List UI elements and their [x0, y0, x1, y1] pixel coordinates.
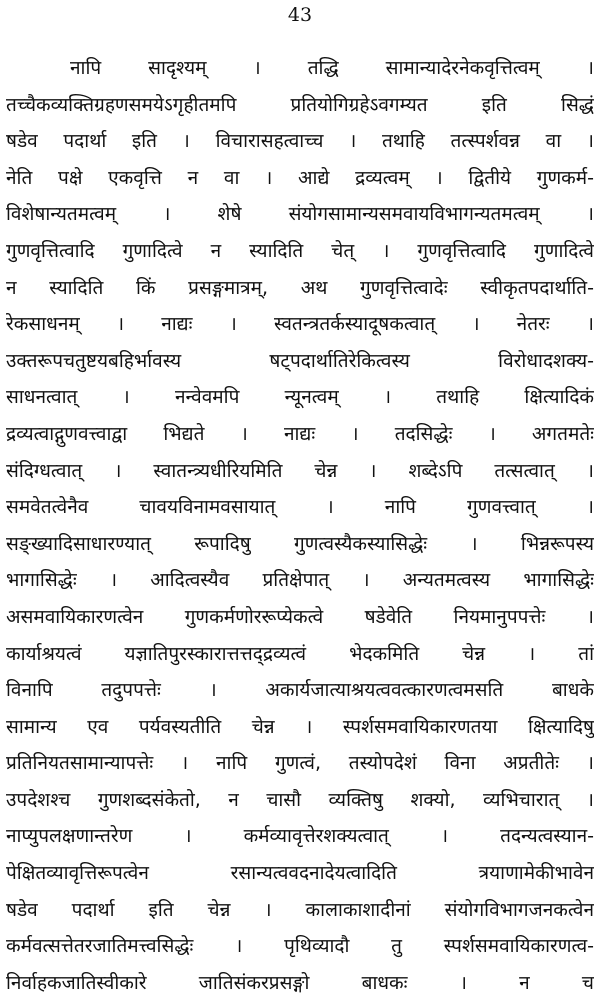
- text-line: पेक्षितव्यावृत्तिरूपत्वेन रसान्यत्ववदनादेयत्वादिति त्रयाणामेकीभावेन: [6, 862, 594, 885]
- text-line: तच्चैकव्यक्तिग्रहणसमयेऽगृहीतमपि प्रतियोगिग्रहेऽवगम्यत इति सिद्धं: [6, 93, 594, 116]
- text-line: समवेतत्वेनैव चावयविनामवसायात् । नापि गुणवत्त्वात् ।: [6, 496, 594, 519]
- text-line: सामान्य एव पर्यवस्यतीति चेन्न । स्पर्शसमवायिकारणतया क्षित्यादिषु: [6, 715, 594, 738]
- text-line: भागासिद्धेः । आदित्वस्यैव प्रतिक्षेपात् । अन्यतमत्वस्य भागासिद्धेः: [6, 569, 594, 592]
- text-line: विशेषान्यतमत्वम् । शेषे संयोगसामान्यसमवायविभागन्यतमत्वम् ।: [6, 203, 594, 226]
- text-line: विनापि तदुपपत्तेः । अकार्यजात्याश्रयत्ववत्कारणत्वमसति बाधके: [6, 679, 594, 702]
- text-line: नाप्युपलक्षणान्तरेण । कर्मव्यावृत्तेरशक्यत्वात् । तदन्यत्वस्यान-: [6, 825, 594, 848]
- page-number: 43: [287, 4, 313, 26]
- text-line: प्रतिनियतसामान्यापत्तेः । नापि गुणत्वं, तस्योपदेशं विना अप्रतीतेः ।: [6, 752, 594, 775]
- text-line: द्रव्यत्वाद्गुणवत्त्वाद्वा भिद्यते । नाद्यः । तदसिद्धेः । अगतमतेः: [6, 422, 594, 445]
- text-line: असमवायिकारणत्वेन गुणकर्मणोररूप्येकत्वे षडेवेति नियमानुपपत्तेः ।: [6, 605, 594, 628]
- text-line: साधनत्वात् । नन्वेवमपि न्यूनत्वम् । तथाहि क्षित्यादिकं: [6, 386, 594, 409]
- text-line: नापि सादृश्यम् । तद्धि सामान्यादेरनेकवृत्तित्वम् ।: [70, 57, 594, 79]
- text-line: षडेव पदार्था इति चेन्न । कालाकाशादीनां संयोगविभागजनकत्वेन: [6, 898, 594, 921]
- body-text: [6, 50, 594, 994]
- text-line: सङ्ख्यादिसाधारण्यात् रूपादिषु गुणत्वस्यैकस्यासिद्धेः । भिन्नरूपस्य: [6, 532, 594, 555]
- text-line: उक्तरूपचतुष्टयबहिर्भावस्य षट्पदार्थातिरेकित्वस्य विरोधादशक्य-: [6, 349, 594, 372]
- text-line: गुणवृत्तित्वादि गुणादित्वे न स्यादिति चेत् । गुणवृत्तित्वादि गुणादित्वे: [6, 239, 594, 262]
- text-line: षडेव पदार्था इति । विचारासहत्वाच्च । तथाहि तत्स्पर्शवन्न वा ।: [6, 130, 594, 153]
- text-line: नेति पक्षे एकवृत्ति न वा । आद्ये द्रव्यत्वम् । द्वितीये गुणकर्म-: [6, 166, 594, 189]
- text-line: कर्मवत्सत्तेतरजातिमत्त्वसिद्धेः । पृथिव्यादौ तु स्पर्शसमवायिकारणत्व-: [6, 935, 594, 958]
- text-line: न स्यादिति किं प्रसङ्गमात्रम्, अथ गुणवृत्तित्वादेः स्वीकृतपदार्थाति-: [6, 276, 594, 299]
- text-line: निर्वाहकजातिस्वीकारे जातिसंकरप्रसङ्गो बाधकः । न च: [6, 971, 594, 994]
- text-line: उपदेशश्च गुणशब्दसंकेतो, न चासौ व्यक्तिषु शक्यो, व्यभिचारात् ।: [6, 788, 594, 811]
- text-line: संदिग्धत्वात् । स्वातन्त्र्यधीरियमिति चेन्न । शब्देऽपि तत्सत्वात् ।: [6, 459, 594, 482]
- text-line: रेकसाधनम् । नाद्यः । स्वतन्त्रतर्कस्यादूषकत्वात् । नेतरः ।: [6, 313, 594, 336]
- text-line: कार्याश्रयत्वं यज्ञातिपुरस्कारात्तत्तद्द्रव्यत्वं भेदकमिति चेन्न । तां: [6, 642, 594, 665]
